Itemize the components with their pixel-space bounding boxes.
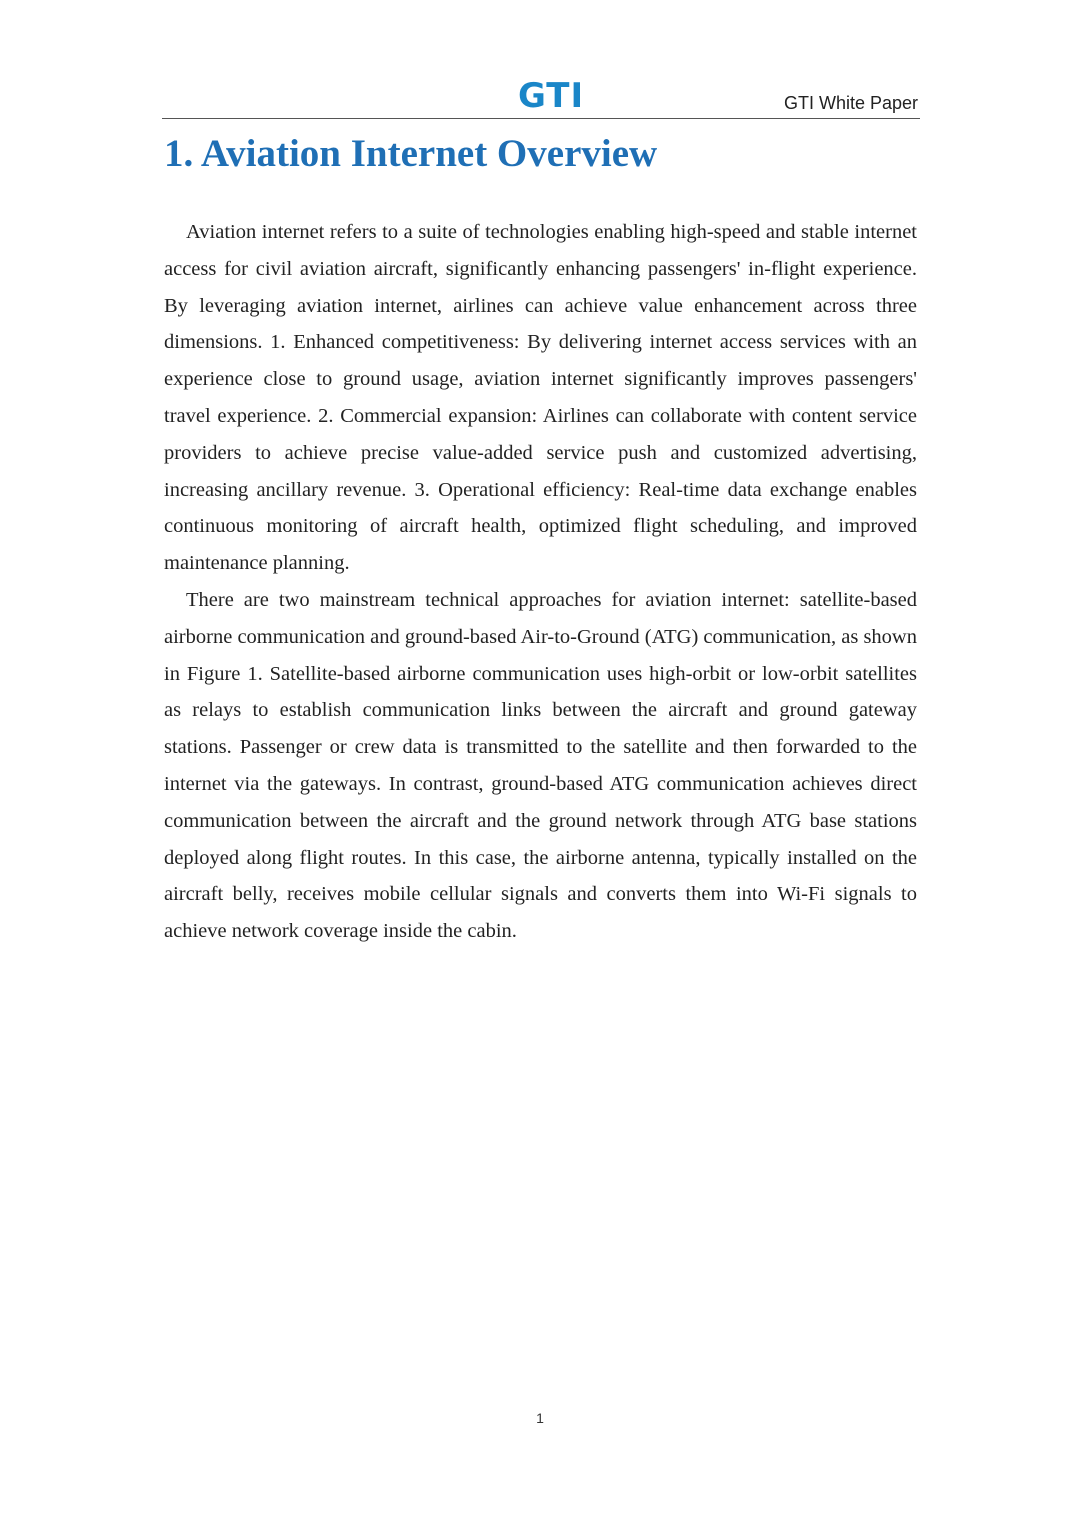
paragraph-technical-approaches: There are two mainstream technical approaches for aviation internet: satellite-based airborne communication and ground-based Air-to-Ground (ATG) communication, as shown in Figure 1. Satellite-based airborne communication uses high-orbit or low-orbit satellites as relays to establish communication links between the aircraft and ground gateway stations. Passenger or crew data is transmitted to the satellite and then forwarded to the internet via the gateways. In contrast, ground-based ATG communication achieves direct communication between the aircraft and the ground network through ATG base stations deployed along flight routes. In this case, the airborne antenna, typically installed on the aircraft belly, receives mobile cellular signals and converts them into Wi-Fi signals to achieve network coverage inside the cabin. <box>164 588 917 943</box>
document-label: GTI White Paper <box>783 93 918 113</box>
page-number: 1 <box>536 1410 544 1426</box>
section-body <box>164 214 917 950</box>
section-title: 1. Aviation Internet Overview <box>164 132 658 175</box>
gti-logo: GTI <box>518 76 585 116</box>
paragraph-overview: Aviation internet refers to a suite of technologies enabling high-speed and stable internet access for civil aviation aircraft, significantly enhancing passengers' in-flight experience. By leveraging aviation internet, airlines can achieve value enhancement across three dimensions. 1. Enhanced competitiveness: By delivering internet access services with an experience close to ground usage, aviation internet significantly improves passengers' travel experience. 2. Commercial expansion: Airlines can collaborate with content service providers to achieve precise value-added service push and customized advertising, increasing ancillary revenue. 3. Operational efficiency: Real-time data exchange enables continuous monitoring of aircraft health, optimized flight scheduling, and improved maintenance planning. <box>164 221 917 575</box>
page-header <box>162 76 920 119</box>
